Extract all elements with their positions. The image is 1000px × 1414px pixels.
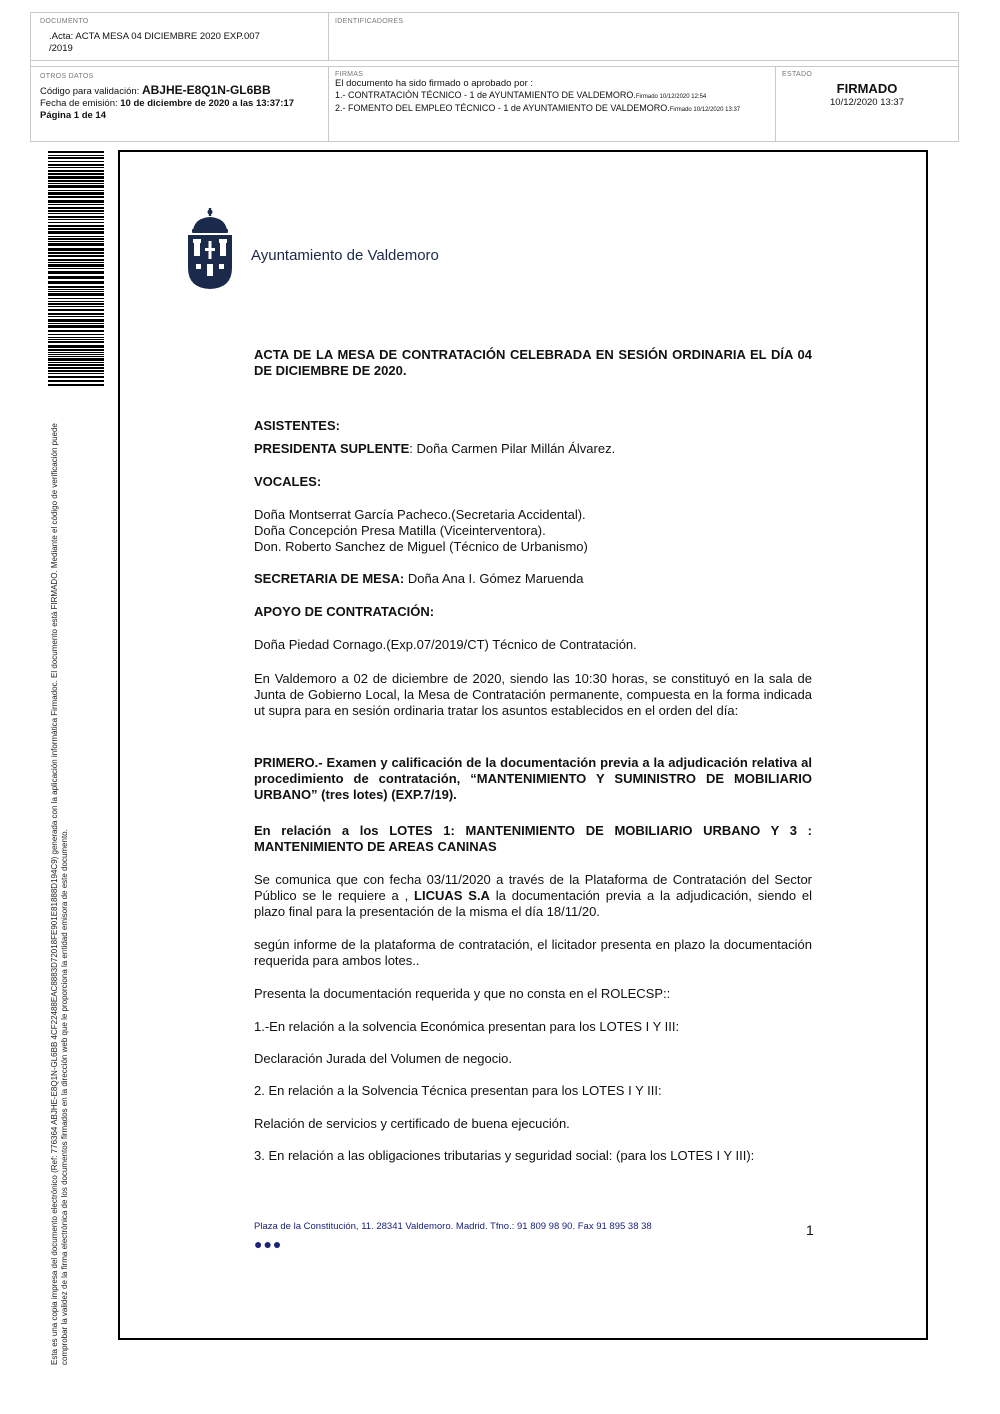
barcode-bar bbox=[48, 243, 104, 246]
licitador-name: LICUAS S.A bbox=[414, 888, 490, 903]
barcode-bar bbox=[48, 286, 104, 288]
estado-cell bbox=[776, 66, 958, 141]
barcode-bar bbox=[48, 155, 104, 156]
item-solvencia-tecnica: 2. En relación a la Solvencia Técnica presentan para los LOTES I Y III: bbox=[254, 1083, 662, 1098]
barcode-bar bbox=[48, 170, 104, 172]
barcode-bar bbox=[48, 303, 104, 305]
estado-date: 10/12/2020 13:37 bbox=[830, 97, 904, 108]
barcode-bar bbox=[48, 301, 104, 302]
organization-name: Ayuntamiento de Valdemoro bbox=[251, 247, 439, 264]
barcode-bar bbox=[48, 192, 104, 195]
signature-header bbox=[30, 12, 959, 142]
secretaria-value: Doña Ana I. Gómez Maruenda bbox=[404, 571, 584, 586]
firma-1-date: Firmado 10/12/2020 12:54 bbox=[635, 94, 707, 100]
barcode-bar bbox=[48, 362, 104, 363]
barcode-bar bbox=[48, 204, 104, 205]
barcode-bar bbox=[48, 358, 104, 361]
barcode-bar bbox=[48, 281, 104, 284]
otros-datos-label: OTROS DATOS bbox=[40, 73, 94, 80]
barcode-bar bbox=[48, 219, 104, 220]
barcode-bar bbox=[48, 216, 104, 218]
barcode-bar bbox=[48, 190, 104, 191]
barcode-bar bbox=[48, 306, 104, 307]
asistentes-heading: ASISTENTES: bbox=[254, 418, 340, 433]
barcode-image bbox=[48, 151, 104, 386]
firmas-label: FIRMAS bbox=[335, 71, 364, 78]
fecha-value: 10 de diciembre de 2020 a las 13:37:17 bbox=[120, 98, 295, 109]
fecha-prefix: Fecha de emisión: bbox=[40, 98, 118, 109]
barcode-bar bbox=[48, 213, 104, 214]
barcode-bar bbox=[48, 262, 104, 263]
item-declaracion-jurada: Declaración Jurada del Volumen de negocio. bbox=[254, 1051, 513, 1066]
barcode-bar bbox=[48, 259, 104, 261]
barcode-bar bbox=[48, 291, 104, 292]
barcode-bar bbox=[48, 252, 104, 254]
barcode-bar bbox=[48, 196, 104, 198]
barcode-bar bbox=[48, 183, 104, 184]
pagina-text: Página 1 de 14 bbox=[40, 110, 107, 121]
secretaria-line bbox=[254, 571, 812, 587]
otros-datos-cell bbox=[31, 66, 329, 141]
vocal-3: Don. Roberto Sanchez de Miguel (Técnico de Urbanismo) bbox=[254, 539, 588, 554]
presidenta-label: PRESIDENTA SUPLENTE bbox=[254, 441, 410, 456]
barcode-bar bbox=[48, 210, 104, 212]
barcode-bar bbox=[48, 316, 104, 317]
barcode-bar bbox=[48, 255, 104, 257]
barcode-bar bbox=[48, 164, 104, 166]
barcode-bar bbox=[48, 352, 104, 353]
barcode-bar bbox=[48, 176, 104, 179]
firmas-cell bbox=[329, 66, 776, 141]
barcode-bar bbox=[48, 325, 104, 328]
footer-address: Plaza de la Constitución, 11. 28341 Valdemoro. Madrid. Tfno.: 91 809 98 90. Fax 91 895 38 38 bbox=[254, 1221, 652, 1232]
barcode-bar bbox=[48, 370, 104, 372]
barcode-bar bbox=[48, 319, 104, 322]
requerimiento-text-b: la documentación previa a la adjudicación, siendo el plazo final para la presentación de la misma el día 18/11/20. bbox=[254, 888, 813, 919]
barcode-bar bbox=[48, 309, 104, 311]
primero-heading: PRIMERO.- Examen y calificación de la documentación previa a la adjudicación relativa al procedimiento de contratación, “MANTENIMIENTO Y SUMINISTRO DE MOBILIARIO URBANO” (tres lotes) (EXP.7/19). bbox=[254, 755, 812, 802]
barcode-bar bbox=[48, 151, 104, 153]
footer-dots: ●●● bbox=[254, 1236, 283, 1252]
item-obligaciones-tributarias: 3. En relación a las obligaciones tributarias y seguridad social: (para los LOTES I Y III): bbox=[254, 1148, 755, 1163]
barcode-bar bbox=[48, 222, 104, 223]
paragraph-requerimiento bbox=[254, 872, 812, 920]
barcode-bar bbox=[48, 157, 104, 159]
valdemoro-crest-logo bbox=[185, 208, 235, 290]
vocal-2: Doña Concepción Presa Matilla (Viceinterventora). bbox=[254, 523, 546, 538]
presidenta-line bbox=[254, 441, 812, 457]
item-solvencia-economica: 1.-En relación a la solvencia Económica presentan para los LOTES I Y III: bbox=[254, 1019, 680, 1034]
documento-label: DOCUMENTO bbox=[40, 18, 89, 25]
barcode-bar bbox=[48, 248, 104, 251]
firmas-intro: El documento ha sido firmado o aprobado por : bbox=[335, 78, 534, 89]
barcode-bar bbox=[48, 180, 104, 182]
barcode-bar bbox=[48, 173, 104, 175]
barcode-bar bbox=[48, 289, 104, 290]
vocales-heading: VOCALES: bbox=[254, 474, 322, 489]
paragraph-informe: según informe de la plataforma de contratación, el licitador presenta en plazo la documentación requerida para ambos lotes.. bbox=[254, 937, 812, 968]
firma-2-date: Firmado 10/12/2020 13:37 bbox=[669, 107, 741, 113]
barcode-bar bbox=[48, 268, 104, 269]
barcode-bar bbox=[48, 341, 104, 343]
barcode-bar bbox=[48, 356, 104, 357]
estado-value: FIRMADO bbox=[836, 81, 898, 96]
barcode-bar bbox=[48, 276, 104, 279]
barcode-bar bbox=[48, 380, 104, 382]
estado-label: ESTADO bbox=[782, 71, 813, 78]
verification-side-note: Esta es una copia impresa del documento electrónico (Ref: 776364 ABJHE-E8Q1N-GL6BB 4CF22488EAC8883D72018FE901E81888D194C9) generada con la aplicación informática Firmadoc. El documento está FIRMADO. Mediante el código de verificación puede comprobar la validez de la firma electrónica de los documentos firmados en la dirección web que le proporciona la entidad emisora de este documento. bbox=[50, 423, 69, 1365]
secretaria-label: SECRETARIA DE MESA: bbox=[254, 571, 405, 586]
barcode-bar bbox=[48, 313, 104, 315]
barcode-bar bbox=[48, 364, 104, 366]
barcode-bar bbox=[48, 354, 104, 355]
barcode-bar bbox=[48, 207, 104, 209]
barcode-bar bbox=[48, 228, 104, 230]
barcode-bar bbox=[48, 231, 104, 234]
barcode-bar bbox=[48, 376, 104, 378]
barcode-bar bbox=[48, 345, 104, 348]
document-cell bbox=[31, 13, 329, 61]
barcode-bar bbox=[48, 264, 104, 267]
apoyo-value: Doña Piedad Cornago.(Exp.07/2019/CT) Técnico de Contratación. bbox=[254, 637, 637, 652]
barcode-bar bbox=[48, 339, 104, 340]
item-relacion-servicios: Relación de servicios y certificado de buena ejecución. bbox=[254, 1116, 570, 1131]
page-number: 1 bbox=[806, 1222, 814, 1238]
lotes-heading: En relación a los LOTES 1: MANTENIMIENTO DE MOBILIARIO URBANO Y 3 : MANTENIMIENTO DE AREAS CANINAS bbox=[254, 823, 812, 854]
barcode-bar bbox=[48, 323, 104, 324]
document-title: ACTA DE LA MESA DE CONTRATACIÓN CELEBRADA EN SESIÓN ORDINARIA EL DÍA 04 DE DICIEMBRE DE 2020. bbox=[254, 347, 812, 378]
barcode-bar bbox=[48, 161, 104, 162]
firma-1: 1.- CONTRATACIÓN TÉCNICO - 1 de AYUNTAMIENTO DE VALDEMORO. bbox=[335, 90, 636, 100]
barcode-bar bbox=[48, 241, 104, 242]
barcode-bar bbox=[48, 330, 104, 332]
vocal-1: Doña Montserrat García Pacheco.(Secretaria Accidental). bbox=[254, 507, 586, 522]
barcode-bar bbox=[48, 185, 104, 188]
codigo-value: ABJHE-E8Q1N-GL6BB bbox=[141, 83, 271, 97]
barcode-bar bbox=[48, 298, 104, 299]
barcode-bar bbox=[48, 200, 104, 203]
barcode-bar bbox=[48, 337, 104, 338]
requerimiento-text-a: Se comunica que con fecha 03/11/2020 a través de la Plataforma de Contratación del Sector Público se le requiere a , bbox=[254, 872, 812, 903]
barcode-bar bbox=[48, 238, 104, 240]
identificadores-label: IDENTIFICADORES bbox=[335, 18, 404, 25]
apoyo-heading: APOYO DE CONTRATACIÓN: bbox=[254, 604, 435, 619]
codigo-prefix: Código para validación: bbox=[40, 86, 140, 97]
presidenta-value: : Doña Carmen Pilar Millán Álvarez. bbox=[409, 441, 616, 456]
firma-2: 2.- FOMENTO DEL EMPLEO TÉCNICO - 1 de AYUNTAMIENTO DE VALDEMORO. bbox=[335, 103, 670, 113]
barcode-bar bbox=[48, 271, 104, 274]
documento-value: .Acta: ACTA MESA 04 DICIEMBRE 2020 EXP.007 /2019 bbox=[49, 31, 260, 54]
barcode-bar bbox=[48, 349, 104, 351]
identificadores-cell bbox=[329, 13, 958, 61]
barcode-bar bbox=[48, 367, 104, 369]
barcode-bar bbox=[48, 236, 104, 237]
barcode-bar bbox=[48, 373, 104, 374]
barcode-bar bbox=[48, 167, 104, 168]
paragraph-presenta: Presenta la documentación requerida y que no consta en el ROLECSP:: bbox=[254, 986, 671, 1001]
barcode-bar bbox=[48, 225, 104, 227]
barcode-bar bbox=[48, 293, 104, 296]
barcode-bar bbox=[48, 334, 104, 335]
paragraph-sesion: En Valdemoro a 02 de diciembre de 2020, siendo las 10:30 horas, se constituyó en la sala de Junta de Gobierno Local, la Mesa de Contratación permanente, compuesta en la forma indicada ut supra para en sesión ordinaria tratar los asuntos establecidos en el orden del día: bbox=[254, 671, 812, 718]
